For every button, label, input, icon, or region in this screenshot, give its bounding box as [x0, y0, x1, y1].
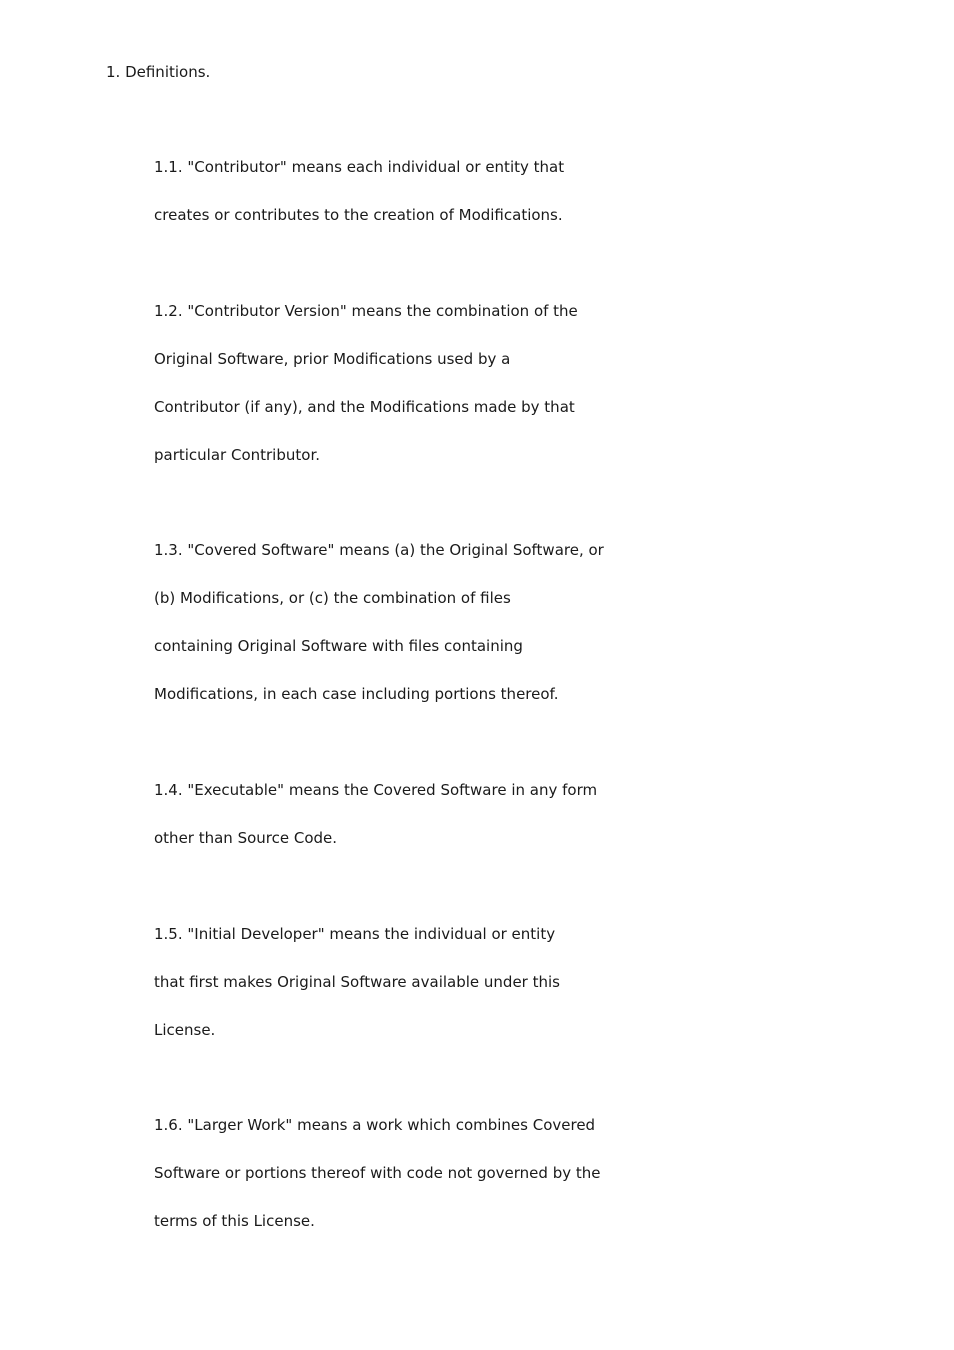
definition-1-1	[154, 157, 754, 253]
text-line: 1.3. "Covered Software" means (a) the Original Software, or	[154, 541, 604, 559]
text-line: 1.5. "Initial Developer" means the individual or entity	[154, 925, 556, 943]
text-line: 1.4. "Executable" means the Covered Software in any form	[154, 781, 598, 799]
text-line: terms of this License.	[154, 1212, 315, 1230]
text-line: Modifications, in each case including portions thereof.	[154, 685, 559, 703]
text-line: (b) Modifications, or (c) the combination of files	[154, 589, 511, 607]
text-line: containing Original Software with files containing	[154, 637, 523, 655]
section-heading: 1. Definitions.	[106, 63, 211, 81]
definition-1-4	[154, 780, 754, 876]
text-line: particular Contributor.	[154, 446, 320, 464]
definition-1-6	[154, 1115, 754, 1259]
text-line: Software or portions thereof with code not governed by the	[154, 1164, 601, 1182]
text-line: 1.6. "Larger Work" means a work which combines Covered	[154, 1116, 596, 1134]
text-line: that first makes Original Software available under this	[154, 973, 560, 991]
text-line: Contributor (if any), and the Modifications made by that	[154, 398, 575, 416]
definition-1-3	[154, 540, 754, 732]
text-line: 1.2. "Contributor Version" means the combination of the	[154, 302, 578, 320]
text-line: other than Source Code.	[154, 829, 338, 847]
definition-1-5	[154, 924, 754, 1068]
text-line: 1.1. "Contributor" means each individual or entity that	[154, 158, 565, 176]
text-line: Original Software, prior Modifications used by a	[154, 350, 511, 368]
text-line: License.	[154, 1021, 216, 1039]
definition-1-2	[154, 301, 754, 493]
text-line: creates or contributes to the creation of Modifications.	[154, 206, 563, 224]
